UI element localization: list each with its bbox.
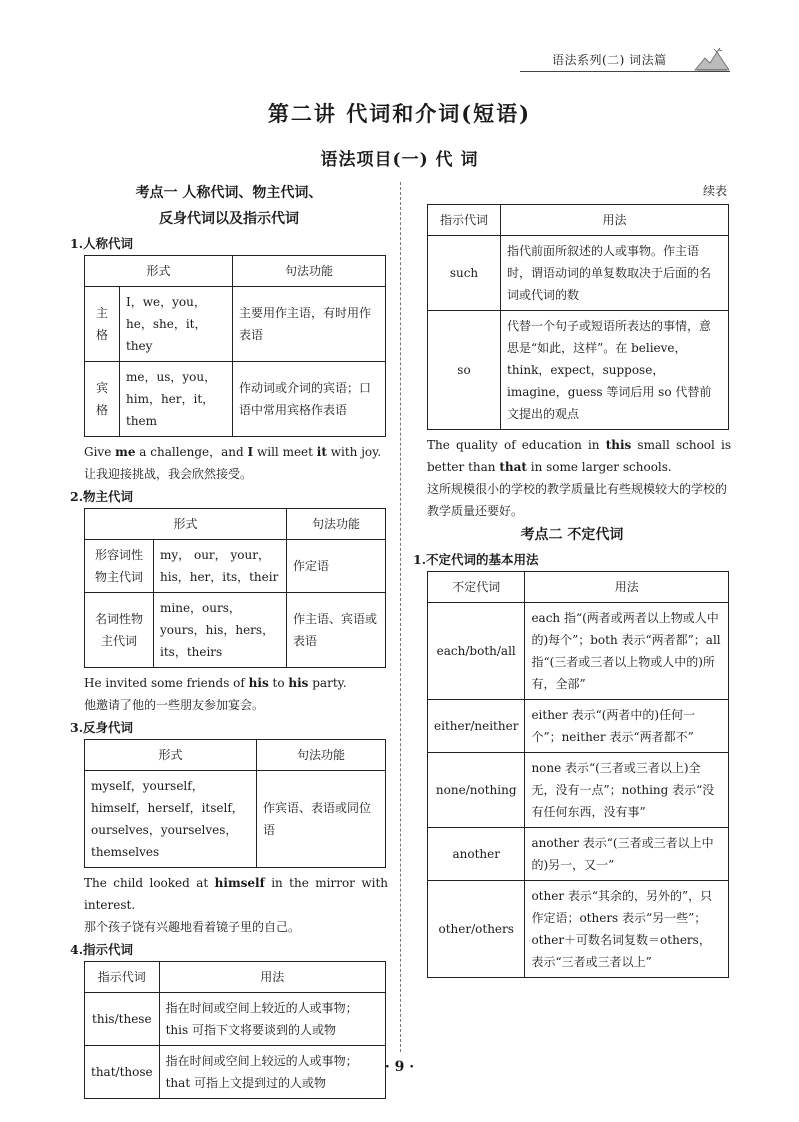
table-header: 句法功能: [257, 740, 386, 771]
continued-label: 续表: [702, 184, 727, 198]
table-row: [85, 540, 386, 593]
table-header: 不定代词: [428, 572, 525, 603]
usage-cell: other 表示“其余的，另外的”，只作定语；others 表示“另一些”；other＋可数名词复数＝others，表示“三者或三者以上”: [525, 881, 729, 978]
function-cell: 作主语、宾语或表语: [287, 593, 386, 668]
word-cell: each/both/all: [428, 603, 525, 700]
usage-cell: none 表示“(三者或三者以上)全无，没有一点”；nothing 表示“没有任何东西，没有事”: [525, 753, 729, 828]
function-cell: 作定语: [287, 540, 386, 593]
kaodian-1-title-line2: 反身代词以及指示代词: [159, 211, 299, 227]
table-header: 形式: [85, 509, 287, 540]
reflexive-pronoun-table: [84, 739, 386, 868]
possessive-pronoun-heading: 2.物主代词: [70, 489, 134, 504]
indefinite-pronoun-table: [427, 571, 729, 978]
table-header: 句法功能: [287, 509, 386, 540]
example-cn: 那个孩子饶有兴趣地看着镜子里的自己。: [84, 920, 301, 934]
example-cn: 他邀请了他的一些朋友参加宴会。: [84, 698, 265, 712]
table-header: 形式: [85, 256, 233, 287]
table-row: [85, 593, 386, 668]
usage-cell: each 指“(两者或两者以上物或人中的)每个”；both 表示“两者都”；all 指“(三者或三者以上物或人中的)所有，全部”: [525, 603, 729, 700]
table-header: 用法: [159, 962, 385, 993]
table-row: [85, 771, 386, 868]
forms-cell: I，we，you，he，she，it，they: [120, 287, 233, 362]
example-cn: 这所规模很小的学校的教学质量比有些规模较大的学校的教学质量还要好。: [427, 482, 728, 518]
usage-cell: another 表示“(三者或三者以上中的)另一，又一”: [525, 828, 729, 881]
mountain-landscape-icon: [693, 46, 731, 72]
personal-pronoun-heading: 1.人称代词: [70, 236, 134, 251]
demonstrative-pronoun-heading: 4.指示代词: [70, 942, 134, 957]
row-label: 主格: [85, 287, 120, 362]
table-row: [428, 828, 729, 881]
page-number: · 9 ·: [384, 1059, 415, 1075]
left-column: [70, 180, 388, 1099]
table-row: [428, 603, 729, 700]
example-en: The child looked at himself in the mirror with interest.: [84, 876, 388, 912]
usage-cell: 指在时间或空间上较近的人或事物；this 可指下文将要谈到的人或物: [159, 993, 385, 1046]
personal-pronoun-table: [84, 255, 386, 437]
table-row: [428, 700, 729, 753]
kaodian-2-title: 考点二 不定代词: [520, 527, 624, 543]
table-header: 形式: [85, 740, 257, 771]
example-en: Give me a challenge，and I will meet it with joy.: [84, 445, 382, 459]
row-label: 形容词性物主代词: [85, 540, 154, 593]
word-cell: that/those: [85, 1046, 160, 1099]
table-row: [85, 993, 386, 1046]
table-header: 句法功能: [233, 256, 386, 287]
row-label: 名词性物主代词: [85, 593, 154, 668]
function-cell: 主要用作主语，有时用作表语: [233, 287, 386, 362]
lecture-title: 第二讲 代词和介词(短语): [267, 101, 532, 126]
table-row: [428, 311, 729, 430]
table-row: [85, 287, 386, 362]
section-title: 语法项目(一) 代 词: [320, 150, 479, 170]
word-cell: this/these: [85, 993, 160, 1046]
example-en: The quality of education in this small school is better than that in some larger schools.: [427, 438, 732, 474]
demonstrative-pronoun-table: [84, 961, 386, 1099]
series-label: 语法系列(二) 词法篇: [552, 53, 667, 67]
usage-cell: either 表示“(两者中的)任何一个”；neither 表示“两者都不”: [525, 700, 729, 753]
word-cell: other/others: [428, 881, 525, 978]
word-cell: so: [428, 311, 501, 430]
forms-cell: me，us，you，him，her，it，them: [120, 362, 233, 437]
usage-cell: 指在时间或空间上较远的人或事物；that 可指上文提到过的人或物: [159, 1046, 385, 1099]
example-en: He invited some friends of his to his party.: [84, 676, 347, 690]
word-cell: either/neither: [428, 700, 525, 753]
word-cell: such: [428, 236, 501, 311]
possessive-pronoun-table: [84, 508, 386, 668]
forms-cell: my， our， your，his，her，its，their: [154, 540, 287, 593]
column-divider: [400, 182, 401, 1052]
table-row: [428, 881, 729, 978]
table-header: 指示代词: [85, 962, 160, 993]
word-cell: none/nothing: [428, 753, 525, 828]
example-cn: 让我迎接挑战，我会欣然接受。: [84, 467, 253, 481]
right-column: [413, 180, 731, 978]
forms-cell: myself，yourself，himself，herself，itself，ourselves，yourselves，themselves: [85, 771, 257, 868]
table-header: 用法: [525, 572, 729, 603]
row-label: 宾格: [85, 362, 120, 437]
usage-cell: 指代前面所叙述的人或事物。作主语时，谓语动词的单复数取决于后面的名词或代词的数: [501, 236, 729, 311]
table-row: [428, 236, 729, 311]
reflexive-pronoun-heading: 3.反身代词: [70, 720, 134, 735]
word-cell: another: [428, 828, 525, 881]
function-cell: 作宾语、表语或同位语: [257, 771, 386, 868]
usage-cell: 代替一个句子或短语所表达的事情，意思是“如此，这样”。在 believe，think，expect，suppose，imagine，guess 等词后用 so 代替前文提出的观点: [501, 311, 729, 430]
table-header: 指示代词: [428, 205, 501, 236]
kaodian-1-title-line1: 考点一 人称代词、物主代词、: [135, 185, 323, 201]
forms-cell: mine，ours，yours，his，hers，its，theirs: [154, 593, 287, 668]
table-header: 用法: [501, 205, 729, 236]
demonstrative-continued-table: [427, 204, 729, 430]
table-row: [85, 362, 386, 437]
indefinite-pronoun-heading: 1.不定代词的基本用法: [413, 552, 539, 567]
table-row: [428, 753, 729, 828]
function-cell: 作动词或介词的宾语；口语中常用宾格作表语: [233, 362, 386, 437]
